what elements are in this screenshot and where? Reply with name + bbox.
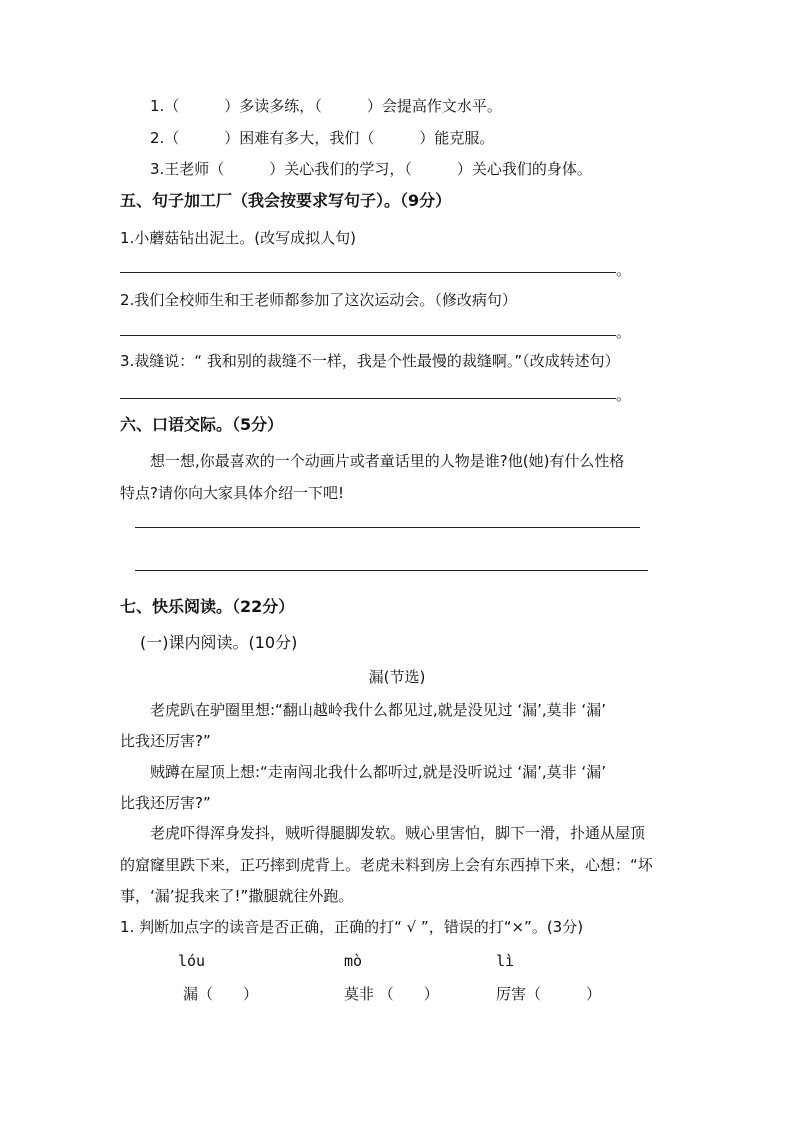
passage-paragraph-1-line-2: 比我还厉害?” (120, 732, 211, 750)
fill-item-3: 3.王老师（ ）关心我们的学习，（ ）关心我们的身体。 (150, 160, 592, 178)
pinyin-3: lì (496, 952, 515, 970)
answer-line[interactable] (135, 527, 640, 528)
word-answer-1[interactable]: 漏（ ） (183, 985, 259, 1003)
section6-prompt-line-2: 特点?请你向大家具体介绍一下吧! (120, 484, 344, 502)
word-answer-3[interactable]: 厉害（ ） (496, 985, 602, 1003)
answer-line[interactable] (120, 272, 616, 273)
answer-line[interactable] (120, 335, 616, 336)
passage-title: 漏(节选) (368, 668, 426, 686)
line-period: 。 (616, 261, 632, 279)
pinyin-2: mò (344, 952, 363, 970)
section7-heading: 七、快乐阅读。（22分） (120, 597, 295, 616)
line-period: 。 (616, 323, 632, 341)
section5-heading: 五、句子加工厂（我会按要求写句子）。（9分） (120, 191, 452, 210)
passage-paragraph-2-line-2: 比我还厉害?” (120, 794, 211, 812)
passage-paragraph-3-line-2: 的窟窿里跌下来，正巧摔到虎背上。老虎未料到房上会有东西掉下来，心想：“坏 (120, 856, 653, 874)
fill-item-2: 2.（ ）困难有多大，我们（ ）能克服。 (150, 129, 495, 147)
section7-question-1: 1. 判断加点字的读音是否正确，正确的打“ √ ”，错误的打“×”。(3分) (120, 918, 584, 936)
answer-line[interactable] (120, 398, 616, 399)
line-period: 。 (616, 386, 632, 404)
fill-item-1: 1.（ ）多读多练，（ ）会提高作文水平。 (150, 97, 502, 115)
section7-subheading: (一)课内阅读。(10分) (140, 633, 298, 652)
passage-paragraph-3-line-1: 老虎吓得浑身发抖，贼听得腿脚发软。贼心里害怕，脚下一滑，扑通从屋顶 (150, 824, 646, 842)
word-answer-2[interactable]: 莫非 （ ） (344, 985, 439, 1003)
section5-question-1: 1.小蘑菇钻出泥土。(改写成拟人句) (120, 229, 357, 247)
pinyin-1: lóu (178, 952, 206, 970)
passage-paragraph-3-line-3: 事，‘漏’捉我来了!”撒腿就往外跑。 (120, 887, 354, 905)
section5-question-3: 3.裁缝说：“ 我和别的裁缝不一样，我是个性最慢的裁缝啊。”（改成转述句） (120, 352, 620, 370)
section5-question-2: 2.我们全校师生和王老师都参加了这次运动会。（修改病句） (120, 291, 517, 309)
section6-heading: 六、口语交际。（5分） (120, 415, 284, 434)
passage-paragraph-1-line-1: 老虎趴在驴圈里想:“翻山越岭我什么都见过,就是没见过 ‘漏’,莫非 ‘漏’ (150, 701, 606, 719)
passage-paragraph-2-line-1: 贼蹲在屋顶上想:“走南闯北我什么都听过,就是没听说过 ‘漏’,莫非 ‘漏’ (150, 763, 606, 781)
answer-line[interactable] (135, 570, 648, 571)
section6-prompt-line-1: 想一想,你最喜欢的一个动画片或者童话里的人物是谁?他(她)有什么性格 (150, 452, 625, 470)
